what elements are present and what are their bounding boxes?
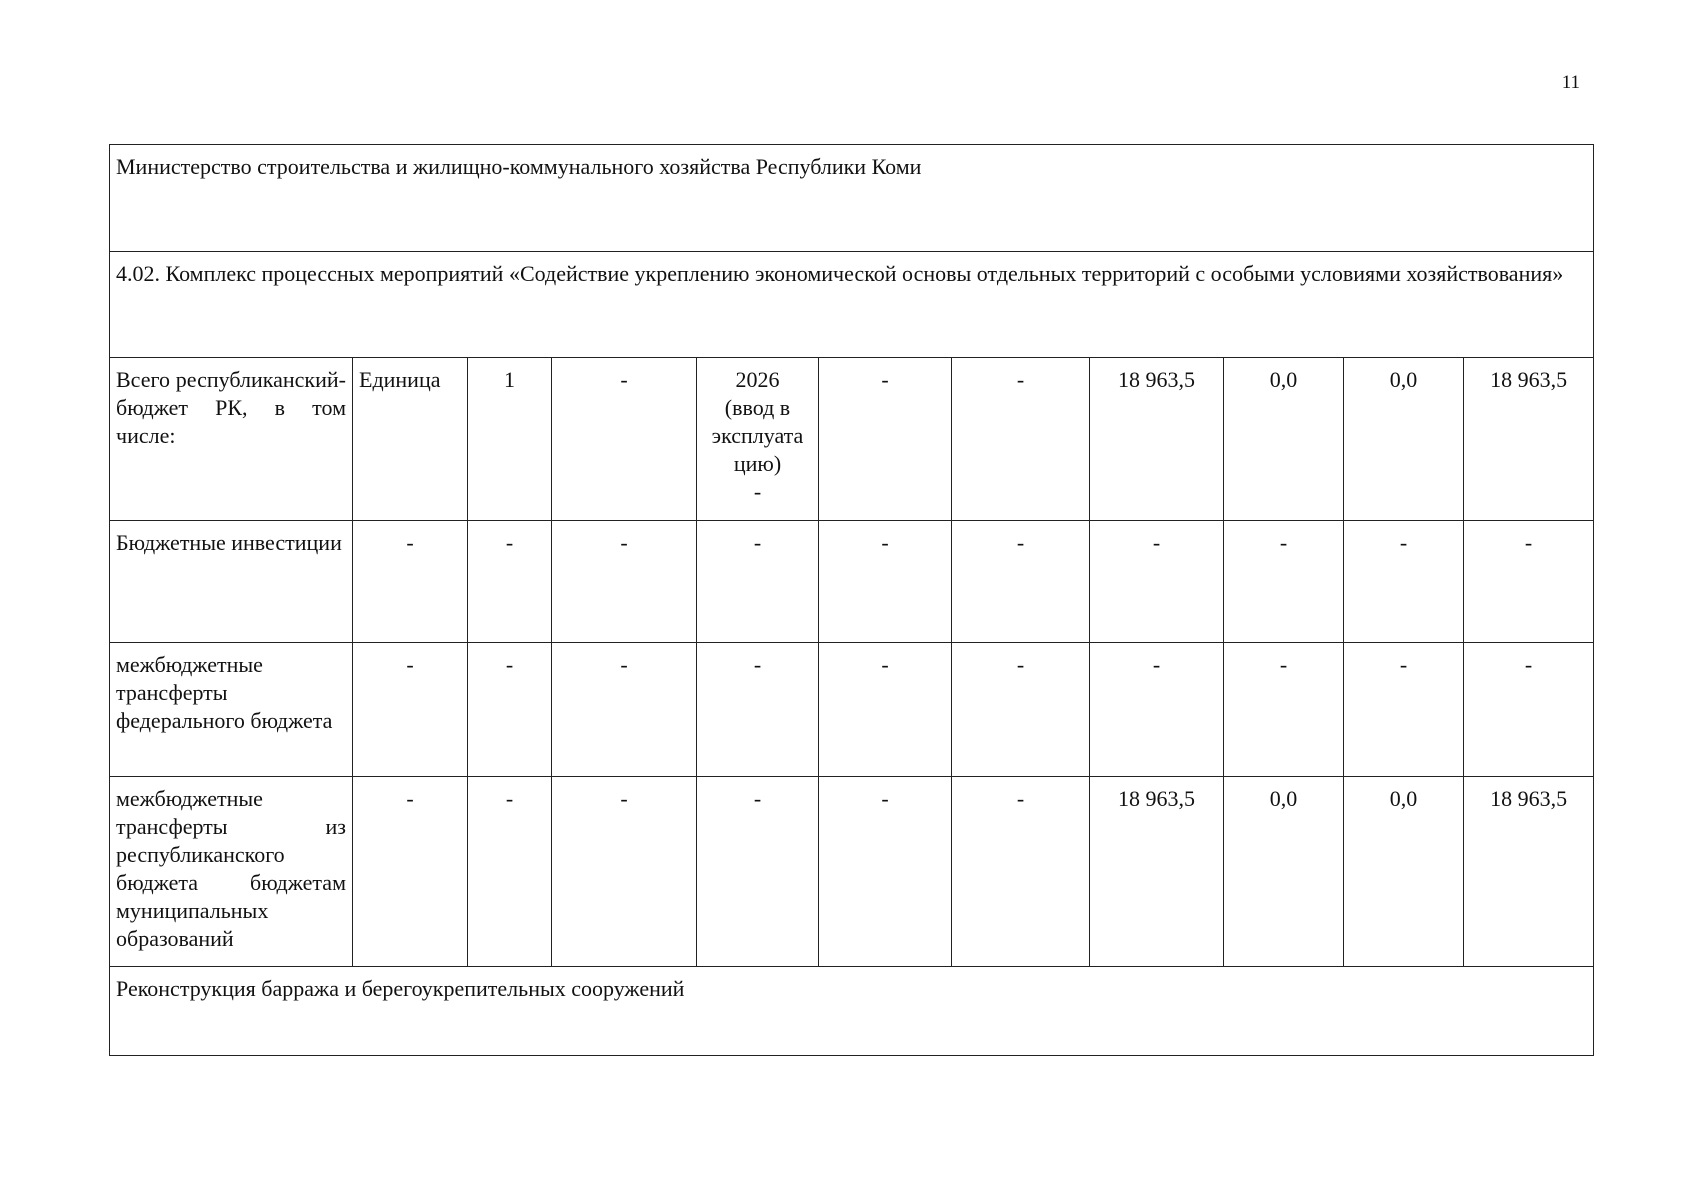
qty-cell: - xyxy=(468,521,552,643)
total2-cell: - xyxy=(1464,521,1594,643)
c3-cell: - xyxy=(552,521,697,643)
ministry-cell: Министерство строительства и жилищно-коммунального хозяйства Республики Коми xyxy=(110,145,1594,252)
c6-cell: - xyxy=(952,358,1090,521)
c6-cell: - xyxy=(952,643,1090,777)
unit-cell: - xyxy=(353,777,468,967)
row-label-dash: - xyxy=(338,367,346,392)
unit-cell: Единица xyxy=(353,358,468,521)
page-number: 11 xyxy=(1561,72,1580,93)
year-cell: - xyxy=(697,643,819,777)
complex-row xyxy=(110,252,1594,358)
row-label xyxy=(110,358,353,521)
v3-cell: 0,0 xyxy=(1344,777,1464,967)
c5-cell: - xyxy=(819,643,952,777)
c6-cell: - xyxy=(952,521,1090,643)
ministry-row xyxy=(110,145,1594,252)
unit-cell: - xyxy=(353,521,468,643)
c5-cell: - xyxy=(819,358,952,521)
complex-cell: 4.02. Комплекс процессных мероприятий «Содействие укреплению экономической основы отдельных территорий с особыми условиями хозяйствования» xyxy=(110,252,1594,358)
reconstruction-row xyxy=(110,967,1594,1056)
row-label: межбюджетные трансферты федерального бюджета xyxy=(110,643,353,777)
total1-cell: 18 963,5 xyxy=(1090,777,1224,967)
total1-cell: - xyxy=(1090,643,1224,777)
total2-cell: - xyxy=(1464,643,1594,777)
row-label: Бюджетные инвестиции xyxy=(110,521,353,643)
table-row xyxy=(110,643,1594,777)
qty-cell: - xyxy=(468,777,552,967)
total1-cell: 18 963,5 xyxy=(1090,358,1224,521)
year-dash: - xyxy=(753,479,762,504)
v3-cell: - xyxy=(1344,643,1464,777)
table-row xyxy=(110,358,1594,521)
reconstruction-cell: Реконструкция барража и берегоукрепительных сооружений xyxy=(110,967,1594,1056)
row-label: межбюджетные трансферты из республиканского бюджета бюджетам муниципальных образований xyxy=(110,777,353,967)
budget-table xyxy=(109,144,1594,1056)
c5-cell: - xyxy=(819,521,952,643)
v3-cell: 0,0 xyxy=(1344,358,1464,521)
total1-cell: - xyxy=(1090,521,1224,643)
v2-cell: - xyxy=(1224,521,1344,643)
total2-cell: 18 963,5 xyxy=(1464,358,1594,521)
table-row xyxy=(110,777,1594,967)
qty-cell: 1 xyxy=(468,358,552,521)
v2-cell: 0,0 xyxy=(1224,358,1344,521)
c6-cell: - xyxy=(952,777,1090,967)
year-value: 2026 xyxy=(735,367,780,392)
row-label-text: Всего республиканский бюджет РК, в том числе: xyxy=(116,367,346,448)
year-cell: - xyxy=(697,777,819,967)
table-row xyxy=(110,521,1594,643)
year-cell xyxy=(697,358,819,521)
qty-cell: - xyxy=(468,643,552,777)
year-note: (ввод в эксплуата цию) xyxy=(711,395,804,476)
c3-cell: - xyxy=(552,358,697,521)
unit-cell: - xyxy=(353,643,468,777)
total2-cell: 18 963,5 xyxy=(1464,777,1594,967)
v3-cell: - xyxy=(1344,521,1464,643)
v2-cell: 0,0 xyxy=(1224,777,1344,967)
c3-cell: - xyxy=(552,643,697,777)
c5-cell: - xyxy=(819,777,952,967)
year-cell: - xyxy=(697,521,819,643)
c3-cell: - xyxy=(552,777,697,967)
v2-cell: - xyxy=(1224,643,1344,777)
